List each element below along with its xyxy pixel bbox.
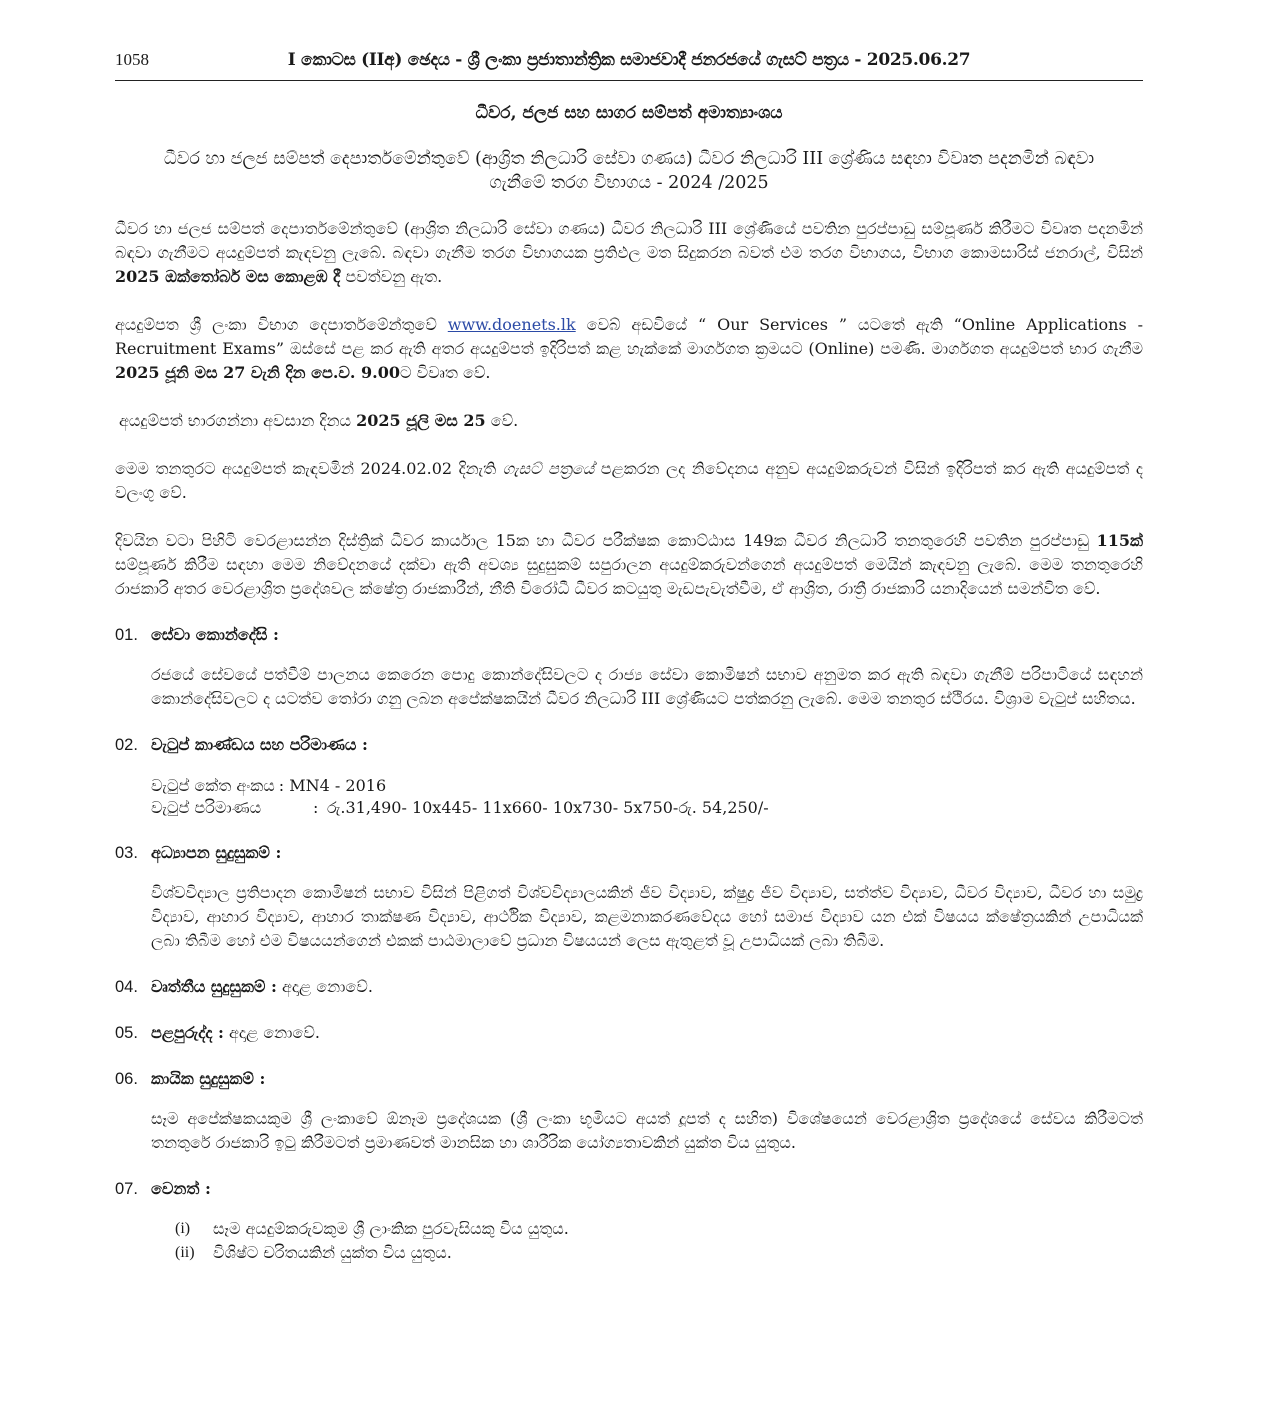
salary-scale-row	[151, 797, 1143, 819]
section-title: පළපුරුද්ද :	[151, 1023, 224, 1042]
section-number: 03.	[115, 844, 138, 862]
educational-qualifications-text: විශ්වවිද්‍යාල ප්‍රතිපාදන කොමිෂන් සභාව විසින් පිළිගත් විශ්වවිද්‍යාලයකින් ජීව විද්‍යාව, ක්ෂුද්‍ර ජීව විද්‍යාව, සත්ත්ව විද්‍යාව, ධීවර විද්‍යාව, ධීවර හා සමුද්‍ර විද්‍යාව, ආහාර විද්‍යාව, ආහාර තාක්ෂණ විද්‍යාව, ආර්ථික විද්‍යාව, කළමනාකරණවේදය හෝ සමාජ විද්‍යාව යන එක් විෂයය ක්ෂේත්‍රයකින් උපාධියක් ලබා තිබීම හෝ එම විෂයයන්ගෙන් එකක් පාඨමාලාවේ ප්‍රධාන විෂයයන් ලෙස ඇතුළත් වූ උපාධියක් ලබා තිබීම.	[151, 883, 1143, 950]
salary-code-label: වැටුප් කේත අංකය	[151, 776, 275, 795]
salary-code-value: : MN4 - 2016	[278, 776, 387, 795]
section-value: අදාළ නොවේ.	[276, 977, 373, 996]
page-header	[115, 46, 1143, 81]
section-educational-qualifications	[115, 841, 1143, 865]
section-number: 02.	[115, 736, 138, 754]
salary-details	[151, 775, 1143, 819]
salary-code-row	[151, 775, 1143, 797]
section-number: 04.	[115, 978, 138, 996]
list-text: සෑම අයදුම්කරුවකුම ශ්‍රී ලාංකික පුරවැසියකු විය යුතුය.	[213, 1219, 569, 1238]
running-title: I කොටස (IIඅ) ඡෙදය - ශ්‍රී ලංකා ප්‍රජාතාන්ත්‍රික සමාජවාදී ජනරජයේ ගැසට් පත්‍රය - 2025.06.27	[287, 50, 971, 70]
list-item	[175, 1217, 1143, 1241]
ministry-heading: ධීවර, ජලජ සහ සාගර සම්පත් අමාත්‍යාංශය	[475, 103, 783, 123]
other-requirements-list	[175, 1217, 1143, 1265]
list-marker: (i)	[175, 1220, 191, 1237]
page-number: 1058	[115, 50, 149, 69]
section-number: 05.	[115, 1024, 138, 1042]
list-text: විශිෂ්ට චරිතයකින් යුක්ත විය යුතුය.	[213, 1243, 452, 1262]
vacancies-paragraph: දිවයින වටා පිහිටි වෙරළාසන්න දිස්ත්‍රික් ධීවර කාර්යාල 15ක හා ධීවර පරීක්ෂක කොට්ඨාස 149ක ධීවර නිලධාරි තනතුරෙහි පවතින පුරප්පාඩු 115ක් සම්පූර්ණ කිරීම සඳහා මෙම නිවේදනයේ දක්වා ඇති අවශ්‍ය සුදුසුකම් සපුරාලන අයදුම්කරුවන්ගෙන් අයදුම්පත් මෙයින් කැඳවනු ලැබේ. මෙම තනතුරෙහි රාජකාරි අතර වෙරළාශ්‍රිත ප්‍රදේශවල ක්ෂේත්‍ර රාජකාරීන්, නීති විරෝධී ධීවර කටයුතු මැඩපැවැත්වීම, ඒ ආශ්‍රිත, රාත්‍රී රාජකාරි යනාදියෙන් සමන්විත වේ.	[115, 531, 1143, 598]
closing-date-paragraph: අයදුම්පත් භාරගන්නා අවසාන දිනය 2025 ජූලි මස 25 වේ.	[119, 411, 519, 430]
section-title: වෘත්තීය සුදුසුකම් :	[151, 977, 277, 996]
section-title: කායික සුදුසුකම් :	[151, 1069, 266, 1088]
doenets-link[interactable]: www.doenets.lk	[447, 315, 576, 334]
salary-scale-colon: :	[313, 798, 319, 817]
salary-scale-label: වැටුප් පරිමාණය	[151, 798, 262, 817]
section-number: 07.	[115, 1180, 138, 1198]
section-title: සේවා කොන්දේසි :	[151, 625, 279, 644]
gazette-page	[115, 46, 1143, 1265]
section-number: 06.	[115, 1070, 138, 1088]
section-service-conditions	[115, 623, 1143, 647]
exam-title: ධීවර හා ජලජ සම්පත් දෙපාර්තමේන්තුවේ (ආශ්‍රිත නිලධාරි සේවා ගණය) ධීවර නිලධාරි III ශ්‍රේණිය සඳහා විවෘත පදනමින් බඳවා ගැනීමේ තරග විභාගය - 2024 /2025	[163, 149, 1095, 193]
section-value: අදාළ නොවේ.	[223, 1023, 320, 1042]
section-title: වෙනත් :	[151, 1179, 211, 1198]
physical-qualifications-text: සෑම අපේක්ෂකයකුම ශ්‍රී ලංකාවේ ඕනෑම ප්‍රදේශයක (ශ්‍රී ලංකා භූමියට අයත් දූපත් ද සහිත) විශේෂයෙන් වෙරළාශ්‍රිත ප්‍රදේශයේ සේවය කිරීමටත් තනතුරේ රාජකාරි ඉටු කිරීමටත් ප්‍රමාණවත් මානසික හා ශාරීරික යෝග්‍යතාවකින් යුක්ත විය යුතුය.	[151, 1109, 1143, 1152]
section-other	[115, 1177, 1143, 1201]
intro-paragraph-1: ධීවර හා ජලජ සම්පත් දෙපාර්තමේන්තුවේ (ආශ්‍රිත නිලධාරි සේවා ගණය) ධීවර නිලධාරි III ශ්‍රේණියේ පවතින පුරප්පාඩු සම්පූර්ණ කිරීමට විවෘත පදනමින් බඳවා ගැනීමට අයදුම්පත් කැඳවනු ලැබේ. බඳවා ගැනීම තරග විභාගයක ප්‍රතිඵල මත සිදුකරන බවත් එම තරග විභාගය, විභාග කොමසාරිස් ජනරාල්, විසින් 2025 ඔක්තෝබර් මස කොළඹ දී පවත්වනු ඇත.	[115, 219, 1143, 286]
list-item	[175, 1241, 1143, 1265]
section-number: 01.	[115, 626, 138, 644]
section-experience	[115, 1021, 1143, 1045]
section-title: වැටුප් කාණ්ඩය සහ පරිමාණය :	[151, 735, 368, 754]
salary-scale-value: රු.31,490- 10x445- 11x660- 10x730- 5x750-රු. 54,250/-	[327, 798, 769, 817]
section-professional-qualifications	[115, 975, 1143, 999]
intro-paragraph-2: අයදුම්පත ශ්‍රී ලංකා විභාග දෙපාර්තමේන්තුවේ www.doenets.lk වෙබ් අඩවියේ “ Our Services ” යටතේ ඇති “Online Applications - Recruitment Exams” ඔස්සේ පළ කර ඇති අතර අයදුම්පත් ඉදිරිපත් කළ හැක්කේ මාර්ගගත ක්‍රමයට (Online) පමණි. මාර්ගගත අයදුම්පත් භාර ගැනීම 2025 ජූනි මස 27 වැනි දින පෙ.ව. 9.00ට විවෘත වේ.	[115, 315, 1143, 382]
section-physical-qualifications	[115, 1067, 1143, 1091]
section-salary-scale	[115, 733, 1143, 757]
list-marker: (ii)	[175, 1244, 195, 1261]
service-conditions-text: රජයේ සේවයේ පත්වීම් පාලනය කෙරෙන පොදු කොන්දේසිවලට ද රාජ්‍ය සේවා කොමිෂන් සභාව අනුමත කර ඇති බඳවා ගැනීම් පරිපාටියේ සඳහන් කොන්දේසිවලට ද යටත්ව තෝරා ගනු ලබන අපේක්ෂකයින් ධීවර නිලධාරි III ශ්‍රේණියට පත්කරනු ලැබේ. මෙම තනතුර ස්ථිරය. විශ්‍රාම වැටුප් සහිතය.	[151, 665, 1143, 708]
previous-applications-paragraph: මෙම තනතුරට අයදුම්පත් කැඳවමින් 2024.02.02 දිනැති ගැසට් පත්‍රයේ පළකරන ලද නිවේදනය අනුව අයදුම්කරුවන් විසින් ඉදිරිපත් කර ඇති අයදුම්පත් ද වලංගු වේ.	[115, 459, 1143, 502]
section-title: අධ්‍යාපන සුදුසුකම් :	[151, 843, 282, 862]
